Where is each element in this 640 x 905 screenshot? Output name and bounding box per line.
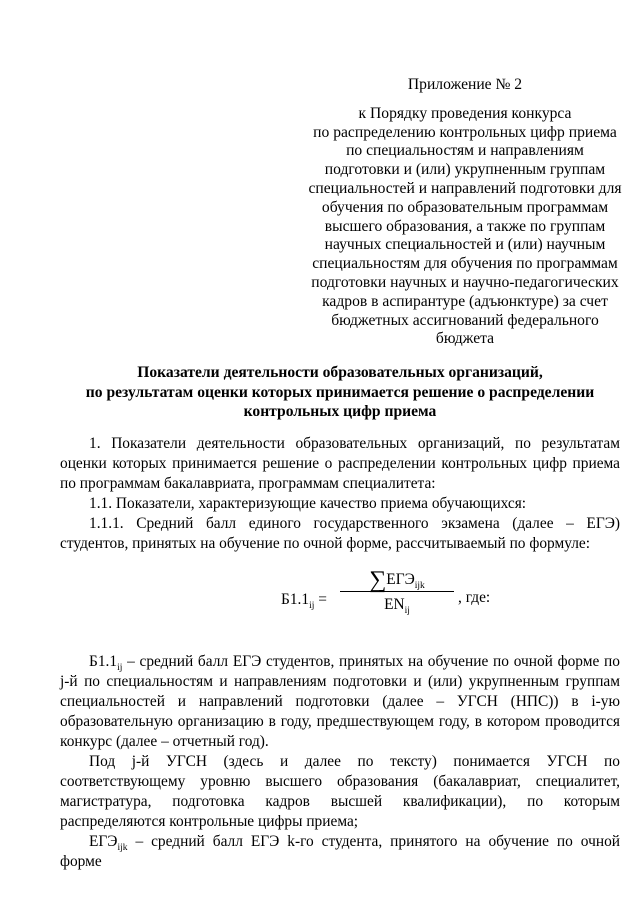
- definition-index: ij: [117, 663, 123, 673]
- appendix-header: [300, 76, 630, 349]
- appendix-line: к Порядку проведения конкурса: [358, 104, 572, 122]
- appendix-line: бюджетных ассигнований федерального: [331, 311, 599, 329]
- formula-den-symbol: EN: [384, 596, 405, 613]
- appendix-line: специальностей и направлений подготовки для: [308, 179, 622, 197]
- definition-ege: [60, 832, 620, 872]
- title-line: контрольных цифр приема: [243, 403, 437, 420]
- title-line: по результатам оценки которых принимается решение о распределении: [85, 383, 595, 401]
- appendix-line: бюджета: [435, 330, 495, 348]
- definition-text: – средний балл ЕГЭ студентов, принятых на обучение по очной форме по j-й по специальностям и направлениям подготовки и (или) укрупненным группам специальностей и направлений подготовки (далее – УГСН (НПС)) в i-ую образовательную организацию в году, предшествующем году, в котором проводится конкурс (далее – отчетный год).: [60, 653, 620, 750]
- paragraph-ugsn: Под j-й УГСН (здесь и далее по тексту) понимается УГСН по соответствующему уровню высшего образования (бакалавриат, специалитет, магистратура, подготовка кадров высшей квалификации), по которым распределяются контрольные цифры приема;: [60, 753, 620, 830]
- title-line: Показатели деятельности образовательных организаций,: [137, 364, 543, 381]
- definition-b11: [60, 652, 620, 752]
- definition-symbol: ЕГЭ: [89, 833, 118, 850]
- formula-fraction: [340, 567, 454, 616]
- formula-num-index: ijk: [414, 581, 425, 591]
- appendix-line: по распределению контрольных цифр приема: [313, 123, 617, 141]
- appendix-line: по специальностям и направлениям: [346, 142, 584, 160]
- formula-lhs: [281, 590, 327, 610]
- formula-equals: =: [314, 591, 327, 608]
- appendix-number: Приложение № 2: [407, 76, 523, 93]
- appendix-line: подготовки научных и научно-педагогических: [311, 273, 619, 291]
- definition-text: – средний балл ЕГЭ k-го студента, принятого на обучение по очной форме: [60, 833, 620, 870]
- definition-symbol: Б1.1: [89, 653, 118, 670]
- formula: [60, 554, 620, 652]
- document-body: [60, 434, 620, 872]
- appendix-line: кадров в аспирантуре (адъюнктуре) за счет: [322, 292, 608, 310]
- formula-num-symbol: ЕГЭ: [386, 571, 415, 588]
- sum-sign: ∑: [369, 567, 387, 593]
- formula-denominator: [340, 592, 454, 615]
- formula-lhs-index: ij: [309, 601, 315, 611]
- definition-index: ijk: [117, 843, 128, 853]
- formula-lhs-symbol: Б1.1: [281, 591, 310, 608]
- formula-where: , где:: [458, 589, 491, 606]
- paragraph-1-1: 1.1. Показатели, характеризующие качество приема обучающихся:: [89, 495, 527, 512]
- paragraph-1-1-1: 1.1.1. Средний балл единого государственного экзамена (далее – ЕГЭ) студентов, принятых на обучение по очной форме, рассчитываемый по формуле:: [60, 515, 620, 552]
- appendix-line: специальностям для обучения по программам: [312, 255, 618, 273]
- paragraph-1: 1. Показатели деятельности образовательных организаций, по результатам оценки которых принимается решение о распределении контрольных цифр приема по программам бакалавриата, программам специалитета:: [60, 435, 620, 492]
- formula-numerator: [340, 567, 454, 593]
- document-title: [60, 363, 620, 422]
- formula-den-index: ij: [404, 606, 410, 616]
- appendix-line: обучения по образовательным программам: [321, 198, 609, 216]
- appendix-line: научных специальностей и (или) научным: [324, 236, 606, 254]
- appendix-line: подготовки и (или) укрупненным группам: [324, 161, 606, 179]
- appendix-line: высшего образования, а также по группам: [324, 217, 606, 235]
